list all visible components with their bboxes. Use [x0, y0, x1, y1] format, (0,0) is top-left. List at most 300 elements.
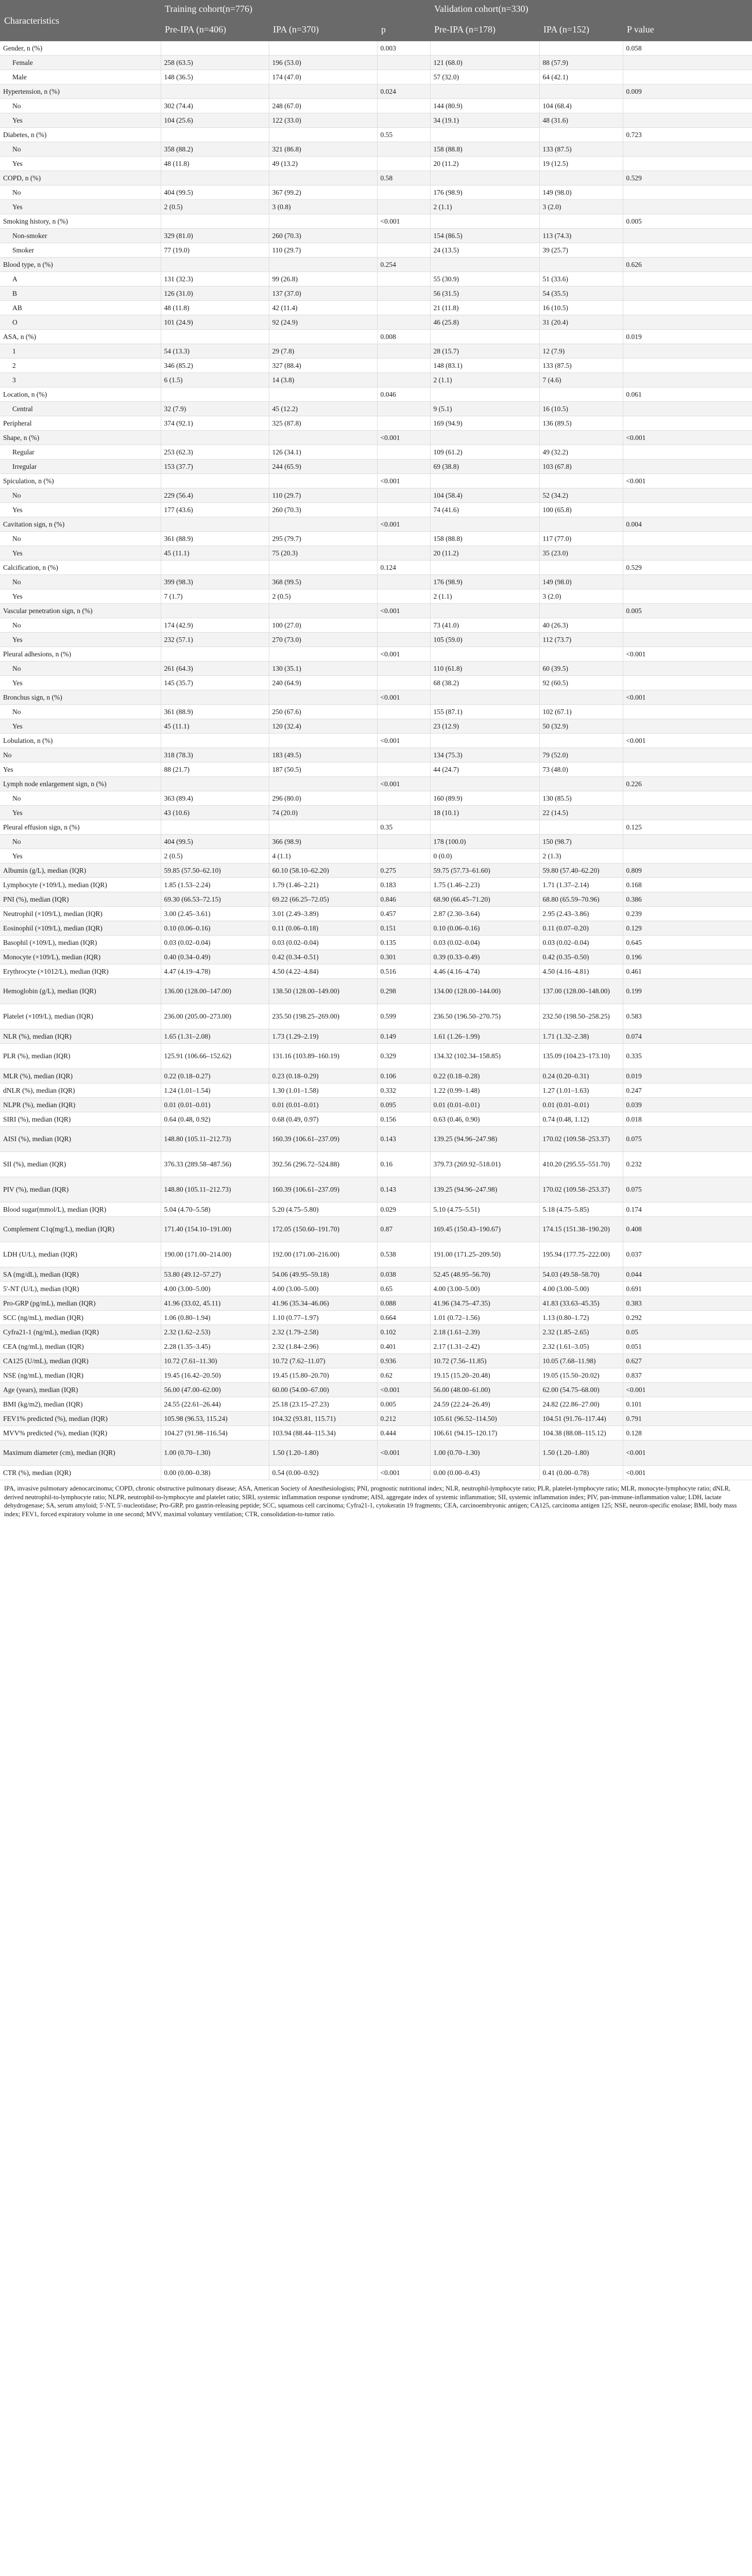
- ipa-training-cell: 110 (29.7): [269, 488, 377, 503]
- p-training-cell: <0.001: [377, 690, 430, 705]
- characteristic-cell: No: [0, 532, 161, 546]
- p-value-validation-cell: [623, 445, 752, 460]
- table-row: [0, 214, 752, 229]
- pre-ipa-training-cell: 1.85 (1.53–2.24): [161, 878, 269, 892]
- ipa-validation-cell: 52 (34.2): [539, 488, 623, 503]
- pre-ipa-validation-cell: 4.46 (4.16–4.74): [430, 964, 539, 979]
- pre-ipa-training-cell: 145 (35.7): [161, 676, 269, 690]
- table-row: [0, 99, 752, 113]
- ipa-validation-cell: 136 (89.5): [539, 416, 623, 431]
- pre-ipa-training-cell: 0.10 (0.06–0.16): [161, 921, 269, 936]
- table-row: [0, 662, 752, 676]
- pre-ipa-training-cell: [161, 474, 269, 488]
- p-value-validation-cell: [623, 503, 752, 517]
- p-training-cell: 0.444: [377, 1426, 430, 1440]
- ipa-validation-cell: 3 (2.0): [539, 589, 623, 604]
- header-p-training: p: [377, 18, 430, 41]
- pre-ipa-training-cell: 361 (88.9): [161, 532, 269, 546]
- p-value-validation-cell: 0.128: [623, 1426, 752, 1440]
- p-value-validation-cell: [623, 373, 752, 387]
- ipa-validation-cell: [539, 214, 623, 229]
- pre-ipa-validation-cell: [430, 330, 539, 344]
- ipa-validation-cell: 10.05 (7.68–11.98): [539, 1354, 623, 1368]
- ipa-validation-cell: 79 (52.0): [539, 748, 623, 762]
- pre-ipa-validation-cell: 169 (94.9): [430, 416, 539, 431]
- ipa-validation-cell: 22 (14.5): [539, 806, 623, 820]
- table-row: [0, 1242, 752, 1267]
- pre-ipa-validation-cell: 68 (38.2): [430, 676, 539, 690]
- ipa-validation-cell: 133 (87.5): [539, 359, 623, 373]
- pre-ipa-training-cell: 0.22 (0.18–0.27): [161, 1069, 269, 1083]
- ipa-training-cell: 192.00 (171.00–216.00): [269, 1242, 377, 1267]
- p-value-validation-cell: 0.199: [623, 979, 752, 1004]
- pre-ipa-validation-cell: 9 (5.1): [430, 402, 539, 416]
- pre-ipa-validation-cell: [430, 777, 539, 791]
- pre-ipa-training-cell: 45 (11.1): [161, 546, 269, 561]
- ipa-validation-cell: 3 (2.0): [539, 200, 623, 214]
- characteristic-cell: Peripheral: [0, 416, 161, 431]
- pre-ipa-training-cell: 77 (19.0): [161, 243, 269, 258]
- p-training-cell: <0.001: [377, 474, 430, 488]
- ipa-training-cell: 0.01 (0.01–0.01): [269, 1098, 377, 1112]
- ipa-training-cell: 4 (1.1): [269, 849, 377, 863]
- characteristic-cell: Shape, n (%): [0, 431, 161, 445]
- characteristic-cell: PLR (%), median (IQR): [0, 1044, 161, 1069]
- ipa-validation-cell: [539, 690, 623, 705]
- characteristic-cell: Monocyte (×109/L), median (IQR): [0, 950, 161, 964]
- p-training-cell: [377, 546, 430, 561]
- table-row: [0, 849, 752, 863]
- ipa-training-cell: [269, 84, 377, 99]
- pre-ipa-validation-cell: 155 (87.1): [430, 705, 539, 719]
- ipa-training-cell: 1.10 (0.77–1.97): [269, 1311, 377, 1325]
- table-row: [0, 791, 752, 806]
- pre-ipa-training-cell: 0.03 (0.02–0.04): [161, 936, 269, 950]
- ipa-validation-cell: 35 (23.0): [539, 546, 623, 561]
- ipa-training-cell: 244 (65.9): [269, 460, 377, 474]
- table-row: [0, 1368, 752, 1383]
- header-ipa-validation: IPA (n=152): [539, 18, 623, 41]
- characteristic-cell: SA (mg/dL), median (IQR): [0, 1267, 161, 1282]
- ipa-training-cell: [269, 171, 377, 185]
- p-training-cell: <0.001: [377, 431, 430, 445]
- p-value-validation-cell: 0.075: [623, 1177, 752, 1202]
- pre-ipa-validation-cell: 20 (11.2): [430, 546, 539, 561]
- ipa-training-cell: 14 (3.8): [269, 373, 377, 387]
- p-value-validation-cell: 0.004: [623, 517, 752, 532]
- p-value-validation-cell: 0.018: [623, 1112, 752, 1127]
- p-value-validation-cell: 0.058: [623, 41, 752, 56]
- p-training-cell: <0.001: [377, 777, 430, 791]
- table-row: [0, 561, 752, 575]
- ipa-validation-cell: 68.80 (65.59–70.96): [539, 892, 623, 907]
- p-training-cell: 0.401: [377, 1340, 430, 1354]
- characteristic-cell: A: [0, 272, 161, 286]
- ipa-validation-cell: 100 (65.8): [539, 503, 623, 517]
- ipa-validation-cell: 113 (74.3): [539, 229, 623, 243]
- ipa-training-cell: 69.22 (66.25–72.05): [269, 892, 377, 907]
- table-row: [0, 1069, 752, 1083]
- pre-ipa-validation-cell: 1.00 (0.70–1.30): [430, 1440, 539, 1466]
- pre-ipa-validation-cell: 134 (75.3): [430, 748, 539, 762]
- ipa-training-cell: 248 (67.0): [269, 99, 377, 113]
- p-value-validation-cell: 0.019: [623, 330, 752, 344]
- characteristic-cell: Yes: [0, 849, 161, 863]
- ipa-training-cell: 1.79 (1.46–2.21): [269, 878, 377, 892]
- p-training-cell: [377, 70, 430, 84]
- header-validation-cohort: Validation cohort(n=330): [430, 0, 752, 18]
- p-value-validation-cell: 0.239: [623, 907, 752, 921]
- table-row: [0, 56, 752, 70]
- ipa-training-cell: 196 (53.0): [269, 56, 377, 70]
- pre-ipa-validation-cell: [430, 41, 539, 56]
- characteristic-cell: Gender, n (%): [0, 41, 161, 56]
- ipa-training-cell: 74 (20.0): [269, 806, 377, 820]
- ipa-validation-cell: [539, 387, 623, 402]
- header-ipa-training: IPA (n=370): [269, 18, 377, 41]
- p-training-cell: 0.143: [377, 1177, 430, 1202]
- p-training-cell: 0.005: [377, 1397, 430, 1412]
- p-training-cell: 0.936: [377, 1354, 430, 1368]
- table-row: [0, 431, 752, 445]
- p-training-cell: 0.58: [377, 171, 430, 185]
- ipa-validation-cell: 117 (77.0): [539, 532, 623, 546]
- ipa-training-cell: [269, 128, 377, 142]
- ipa-validation-cell: 1.13 (0.80–1.72): [539, 1311, 623, 1325]
- header-characteristics: Characteristics: [0, 0, 161, 41]
- table-row: [0, 474, 752, 488]
- p-training-cell: <0.001: [377, 647, 430, 662]
- characteristic-cell: Pleural adhesions, n (%): [0, 647, 161, 662]
- ipa-training-cell: 49 (13.2): [269, 157, 377, 171]
- characteristic-cell: ASA, n (%): [0, 330, 161, 344]
- pre-ipa-validation-cell: 178 (100.0): [430, 835, 539, 849]
- pre-ipa-validation-cell: [430, 734, 539, 748]
- ipa-training-cell: [269, 690, 377, 705]
- pre-ipa-training-cell: [161, 258, 269, 272]
- characteristic-cell: No: [0, 488, 161, 503]
- ipa-training-cell: [269, 777, 377, 791]
- table-row: [0, 445, 752, 460]
- pre-ipa-training-cell: 7 (1.7): [161, 589, 269, 604]
- characteristic-cell: Eosinophil (×109/L), median (IQR): [0, 921, 161, 936]
- ipa-validation-cell: 50 (32.9): [539, 719, 623, 734]
- p-training-cell: [377, 503, 430, 517]
- characteristic-cell: Irregular: [0, 460, 161, 474]
- pre-ipa-validation-cell: [430, 604, 539, 618]
- pre-ipa-training-cell: 0.00 (0.00–0.38): [161, 1466, 269, 1480]
- table-row: [0, 1004, 752, 1029]
- pre-ipa-validation-cell: 148 (83.1): [430, 359, 539, 373]
- p-value-validation-cell: 0.691: [623, 1282, 752, 1296]
- ipa-validation-cell: 92 (60.5): [539, 676, 623, 690]
- characteristic-cell: Yes: [0, 200, 161, 214]
- pre-ipa-training-cell: 54 (13.3): [161, 344, 269, 359]
- p-training-cell: [377, 532, 430, 546]
- pre-ipa-validation-cell: 56.00 (48.00–61.00): [430, 1383, 539, 1397]
- ipa-validation-cell: 135.09 (104.23–173.10): [539, 1044, 623, 1069]
- pre-ipa-validation-cell: 176 (98.9): [430, 185, 539, 200]
- ipa-validation-cell: 2.95 (2.43–3.86): [539, 907, 623, 921]
- ipa-training-cell: 0.11 (0.06–0.18): [269, 921, 377, 936]
- pre-ipa-validation-cell: [430, 690, 539, 705]
- p-training-cell: [377, 185, 430, 200]
- p-training-cell: 0.254: [377, 258, 430, 272]
- table-row: [0, 676, 752, 690]
- p-training-cell: [377, 113, 430, 128]
- p-value-validation-cell: <0.001: [623, 690, 752, 705]
- pre-ipa-training-cell: 376.33 (289.58–487.56): [161, 1152, 269, 1177]
- p-value-validation-cell: 0.645: [623, 936, 752, 950]
- p-value-validation-cell: [623, 618, 752, 633]
- ipa-training-cell: 260 (70.3): [269, 229, 377, 243]
- p-training-cell: 0.156: [377, 1112, 430, 1127]
- pre-ipa-training-cell: 153 (37.7): [161, 460, 269, 474]
- table-row: [0, 863, 752, 878]
- p-value-validation-cell: 0.005: [623, 214, 752, 229]
- ipa-training-cell: 75 (20.3): [269, 546, 377, 561]
- characteristic-cell: O: [0, 315, 161, 330]
- pre-ipa-validation-cell: 18 (10.1): [430, 806, 539, 820]
- table-row: [0, 1098, 752, 1112]
- table-row: [0, 762, 752, 777]
- pre-ipa-training-cell: 1.06 (0.80–1.94): [161, 1311, 269, 1325]
- characteristic-cell: Blood type, n (%): [0, 258, 161, 272]
- characteristic-cell: Vascular penetration sign, n (%): [0, 604, 161, 618]
- pre-ipa-validation-cell: 0.39 (0.33–0.49): [430, 950, 539, 964]
- pre-ipa-training-cell: 105.98 (96.53, 115.24): [161, 1412, 269, 1426]
- ipa-validation-cell: 51 (33.6): [539, 272, 623, 286]
- p-value-validation-cell: 0.129: [623, 921, 752, 936]
- table-row: [0, 1440, 752, 1466]
- ipa-validation-cell: 54 (35.5): [539, 286, 623, 301]
- pre-ipa-training-cell: 258 (63.5): [161, 56, 269, 70]
- pre-ipa-validation-cell: 106.61 (94.15–120.17): [430, 1426, 539, 1440]
- table-row: [0, 128, 752, 142]
- pre-ipa-validation-cell: 191.00 (171.25–209.50): [430, 1242, 539, 1267]
- p-training-cell: [377, 286, 430, 301]
- characteristic-cell: AISI (%), median (IQR): [0, 1127, 161, 1152]
- pre-ipa-validation-cell: 2 (1.1): [430, 373, 539, 387]
- table-row: [0, 1397, 752, 1412]
- table-row: [0, 532, 752, 546]
- p-value-validation-cell: 0.809: [623, 863, 752, 878]
- p-training-cell: [377, 157, 430, 171]
- header-p-value-validation: P value: [623, 18, 752, 41]
- pre-ipa-validation-cell: 139.25 (94.96–247.98): [430, 1177, 539, 1202]
- characteristic-cell: No: [0, 185, 161, 200]
- p-value-validation-cell: [623, 416, 752, 431]
- pre-ipa-training-cell: 88 (21.7): [161, 762, 269, 777]
- characteristic-cell: B: [0, 286, 161, 301]
- ipa-validation-cell: 54.03 (49.58–58.70): [539, 1267, 623, 1282]
- ipa-validation-cell: 1.50 (1.20–1.80): [539, 1440, 623, 1466]
- p-training-cell: <0.001: [377, 1466, 430, 1480]
- characteristic-cell: Complement C1q(mg/L), median (IQR): [0, 1217, 161, 1242]
- p-training-cell: [377, 99, 430, 113]
- ipa-validation-cell: 2.32 (1.61–3.05): [539, 1340, 623, 1354]
- characteristic-cell: Calcification, n (%): [0, 561, 161, 575]
- ipa-training-cell: 137 (37.0): [269, 286, 377, 301]
- p-training-cell: [377, 806, 430, 820]
- ipa-validation-cell: 150 (98.7): [539, 835, 623, 849]
- characteristic-cell: Neutrophil (×109/L), median (IQR): [0, 907, 161, 921]
- ipa-training-cell: 2.32 (1.84–2.96): [269, 1340, 377, 1354]
- p-training-cell: 0.149: [377, 1029, 430, 1044]
- pre-ipa-validation-cell: 23 (12.9): [430, 719, 539, 734]
- pre-ipa-validation-cell: 5.10 (4.75–5.51): [430, 1202, 539, 1217]
- ipa-training-cell: 10.72 (7.62–11.07): [269, 1354, 377, 1368]
- ipa-training-cell: [269, 431, 377, 445]
- p-training-cell: [377, 849, 430, 863]
- p-training-cell: [377, 344, 430, 359]
- pre-ipa-validation-cell: 2.87 (2.30–3.64): [430, 907, 539, 921]
- p-value-validation-cell: <0.001: [623, 734, 752, 748]
- p-value-validation-cell: [623, 56, 752, 70]
- characteristic-cell: Cyfra21-1 (ng/mL), median (IQR): [0, 1325, 161, 1340]
- ipa-validation-cell: [539, 820, 623, 835]
- p-value-validation-cell: [623, 748, 752, 762]
- p-value-validation-cell: [623, 532, 752, 546]
- ipa-validation-cell: 102 (67.1): [539, 705, 623, 719]
- pre-ipa-training-cell: 363 (89.4): [161, 791, 269, 806]
- p-value-validation-cell: 0.626: [623, 258, 752, 272]
- pre-ipa-validation-cell: 0.63 (0.46, 0.90): [430, 1112, 539, 1127]
- p-value-validation-cell: [623, 546, 752, 561]
- p-training-cell: 0.183: [377, 878, 430, 892]
- ipa-training-cell: 183 (49.5): [269, 748, 377, 762]
- table-row: [0, 546, 752, 561]
- pre-ipa-training-cell: 148.80 (105.11–212.73): [161, 1177, 269, 1202]
- table-row: [0, 1426, 752, 1440]
- pre-ipa-validation-cell: 139.25 (94.96–247.98): [430, 1127, 539, 1152]
- pre-ipa-validation-cell: 379.73 (269.92–518.01): [430, 1152, 539, 1177]
- p-training-cell: [377, 200, 430, 214]
- p-value-validation-cell: [623, 99, 752, 113]
- table-row: [0, 416, 752, 431]
- pre-ipa-training-cell: 302 (74.4): [161, 99, 269, 113]
- ipa-training-cell: [269, 517, 377, 532]
- ipa-training-cell: 138.50 (128.00–149.00): [269, 979, 377, 1004]
- p-value-validation-cell: [623, 229, 752, 243]
- ipa-training-cell: 42 (11.4): [269, 301, 377, 315]
- pre-ipa-validation-cell: 44 (24.7): [430, 762, 539, 777]
- pre-ipa-training-cell: 2.32 (1.62–2.53): [161, 1325, 269, 1340]
- pre-ipa-training-cell: 4.00 (3.00–5.00): [161, 1282, 269, 1296]
- pre-ipa-validation-cell: 169.45 (150.43–190.67): [430, 1217, 539, 1242]
- ipa-validation-cell: 232.50 (198.50–258.25): [539, 1004, 623, 1029]
- pre-ipa-validation-cell: 1.61 (1.26–1.99): [430, 1029, 539, 1044]
- table-row: [0, 1217, 752, 1242]
- ipa-validation-cell: 0.03 (0.02–0.04): [539, 936, 623, 950]
- characteristic-cell: Spiculation, n (%): [0, 474, 161, 488]
- characteristic-cell: 3: [0, 373, 161, 387]
- ipa-validation-cell: 0.24 (0.20–0.31): [539, 1069, 623, 1083]
- p-training-cell: [377, 402, 430, 416]
- table-row: [0, 1340, 752, 1354]
- pre-ipa-training-cell: 24.55 (22.61–26.44): [161, 1397, 269, 1412]
- p-training-cell: 0.135: [377, 936, 430, 950]
- p-value-validation-cell: [623, 142, 752, 157]
- characteristic-cell: SCC (ng/mL), median (IQR): [0, 1311, 161, 1325]
- pre-ipa-validation-cell: 110 (61.8): [430, 662, 539, 676]
- p-training-cell: 0.143: [377, 1127, 430, 1152]
- table-row: [0, 1383, 752, 1397]
- ipa-validation-cell: 0.74 (0.48, 1.12): [539, 1112, 623, 1127]
- p-training-cell: <0.001: [377, 1440, 430, 1466]
- p-training-cell: 0.298: [377, 979, 430, 1004]
- pre-ipa-training-cell: 236.00 (205.00–273.00): [161, 1004, 269, 1029]
- ipa-validation-cell: 195.94 (177.75–222.00): [539, 1242, 623, 1267]
- ipa-validation-cell: 133 (87.5): [539, 142, 623, 157]
- p-training-cell: 0.87: [377, 1217, 430, 1242]
- ipa-validation-cell: 170.02 (109.58–253.37): [539, 1127, 623, 1152]
- p-value-validation-cell: [623, 185, 752, 200]
- pre-ipa-validation-cell: 109 (61.2): [430, 445, 539, 460]
- table-row: [0, 1296, 752, 1311]
- p-training-cell: [377, 719, 430, 734]
- pre-ipa-validation-cell: [430, 517, 539, 532]
- ipa-training-cell: 321 (86.8): [269, 142, 377, 157]
- ipa-validation-cell: 73 (48.0): [539, 762, 623, 777]
- characteristic-cell: LDH (U/L), median (IQR): [0, 1242, 161, 1267]
- p-training-cell: [377, 445, 430, 460]
- p-value-validation-cell: 0.408: [623, 1217, 752, 1242]
- p-value-validation-cell: 0.837: [623, 1368, 752, 1383]
- ipa-training-cell: 174 (47.0): [269, 70, 377, 84]
- ipa-training-cell: 160.39 (106.61–237.09): [269, 1127, 377, 1152]
- characteristic-cell: Female: [0, 56, 161, 70]
- ipa-validation-cell: 0.41 (0.00–0.78): [539, 1466, 623, 1480]
- table-row: [0, 113, 752, 128]
- p-value-validation-cell: [623, 849, 752, 863]
- pre-ipa-training-cell: [161, 330, 269, 344]
- characteristic-cell: NSE (ng/mL), median (IQR): [0, 1368, 161, 1383]
- p-value-validation-cell: 0.383: [623, 1296, 752, 1311]
- p-value-validation-cell: <0.001: [623, 647, 752, 662]
- ipa-training-cell: 270 (73.0): [269, 633, 377, 647]
- p-training-cell: 0.102: [377, 1325, 430, 1340]
- ipa-training-cell: 4.50 (4.22–4.84): [269, 964, 377, 979]
- ipa-training-cell: 5.20 (4.75–5.80): [269, 1202, 377, 1217]
- table-row: [0, 41, 752, 56]
- p-training-cell: [377, 791, 430, 806]
- pre-ipa-training-cell: 3.00 (2.45–3.61): [161, 907, 269, 921]
- characteristic-cell: No: [0, 791, 161, 806]
- p-training-cell: 0.008: [377, 330, 430, 344]
- p-value-validation-cell: [623, 791, 752, 806]
- ipa-training-cell: 325 (87.8): [269, 416, 377, 431]
- pre-ipa-training-cell: [161, 517, 269, 532]
- ipa-training-cell: 392.56 (296.72–524.88): [269, 1152, 377, 1177]
- header-training-cohort: Training cohort(n=776): [161, 0, 430, 18]
- characteristic-cell: MVV% predicted (%), median (IQR): [0, 1426, 161, 1440]
- pre-ipa-training-cell: 2.28 (1.35–3.45): [161, 1340, 269, 1354]
- ipa-training-cell: [269, 561, 377, 575]
- characteristic-cell: CA125 (U/mL), median (IQR): [0, 1354, 161, 1368]
- pre-ipa-training-cell: 45 (11.1): [161, 719, 269, 734]
- ipa-training-cell: 367 (99.2): [269, 185, 377, 200]
- pre-ipa-training-cell: 148 (36.5): [161, 70, 269, 84]
- pre-ipa-training-cell: 19.45 (16.42–20.50): [161, 1368, 269, 1383]
- p-value-validation-cell: 0.019: [623, 1069, 752, 1083]
- p-training-cell: [377, 633, 430, 647]
- table-row: [0, 243, 752, 258]
- pre-ipa-training-cell: 4.47 (4.19–4.78): [161, 964, 269, 979]
- pre-ipa-training-cell: 1.24 (1.01–1.54): [161, 1083, 269, 1098]
- pre-ipa-training-cell: 59.85 (57.50–62.10): [161, 863, 269, 878]
- pre-ipa-validation-cell: 2.18 (1.61–2.39): [430, 1325, 539, 1340]
